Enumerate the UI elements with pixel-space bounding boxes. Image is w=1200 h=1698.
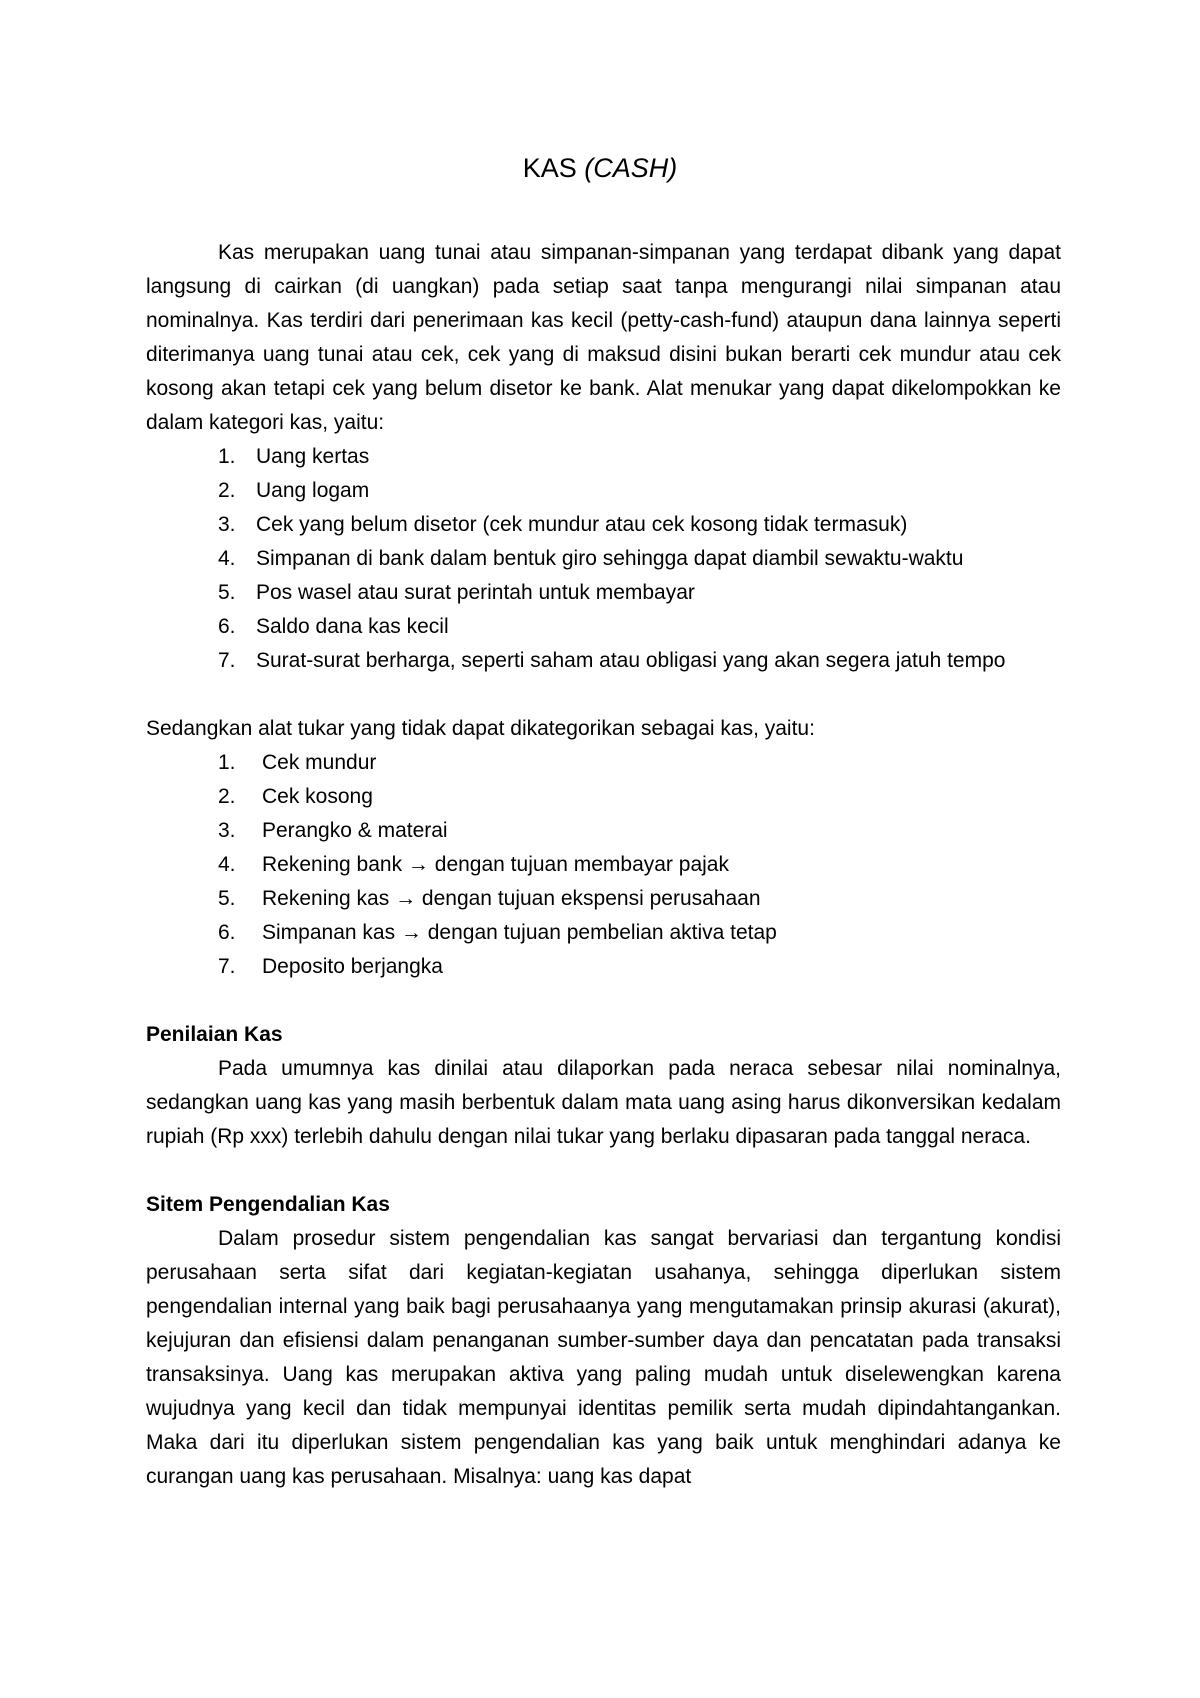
list-item — [146, 474, 1061, 508]
list-item-text: Simpanan kas → dengan tujuan pembelian aktiva tetap — [262, 921, 777, 944]
list-number: 4. — [218, 547, 236, 570]
list-item-text: Saldo dana kas kecil — [256, 615, 449, 638]
section-heading-pengendalian: Sitem Pengendalian Kas — [146, 1193, 390, 1216]
list-number: 6. — [218, 921, 236, 944]
list-item-text: Rekening bank → dengan tujuan membayar pajak — [262, 853, 729, 876]
section-body-penilaian: Pada umumnya kas dinilai atau dilaporkan pada neraca sebesar nilai nominalnya, sedangkan uang kas yang masih berbentuk dalam mata uang asing harus dikonversikan kedalam rupiah (Rp xxx) terlebih dahulu dengan nilai tukar yang berlaku dipasaran pada tanggal neraca. — [146, 1057, 1061, 1148]
list-item — [146, 440, 1061, 474]
spacer — [146, 984, 1061, 1018]
list-item-text: Deposito berjangka — [262, 955, 443, 978]
list-item — [146, 508, 1061, 542]
page-title — [0, 151, 1200, 185]
list-item-text: Uang logam — [256, 479, 370, 502]
spacer — [146, 678, 1061, 712]
list-item — [146, 746, 1061, 780]
section-body-pengendalian: Dalam prosedur sistem pengendalian kas sangat bervariasi dan tergantung kondisi perusahaan serta sifat dari kegiatan-kegiatan usahanya, sehingga diperlukan sistem pengendalian internal yang baik bagi perusahaanya yang mengutamakan prinsip akurasi (akurat), kejujuran dan efisiensi dalam penanganan sumber-sumber daya dan pencatatan pada transaksi transaksinya. Uang kas merupakan aktiva yang paling mudah untuk diselewengkan karena wujudnya yang kecil dan tidak mempunyai identitas pemilik serta mudah dipindahtangankan. Maka dari itu diperlukan sistem pengendalian kas yang baik untuk menghindari adanya ke curangan uang kas perusahaan. Misalnya: uang kas dapat — [146, 1227, 1061, 1488]
list-item-text: Cek mundur — [262, 751, 377, 774]
list-item-text: Simpanan di bank dalam bentuk giro sehingga dapat diambil sewaktu-waktu — [256, 547, 964, 570]
list-number: 5. — [218, 581, 236, 604]
list-number: 6. — [218, 615, 236, 638]
list-item-text: Pos wasel atau surat perintah untuk membayar — [256, 581, 695, 604]
list-item — [146, 644, 1061, 678]
list-item-text: Surat-surat berharga, seperti saham atau obligasi yang akan segera jatuh tempo — [256, 649, 1006, 672]
title-emphasis: (CASH) — [584, 153, 678, 183]
non-cash-intro: Sedangkan alat tukar yang tidak dapat dikategorikan sebagai kas, yaitu: — [146, 717, 815, 740]
list-item — [146, 780, 1061, 814]
intro-paragraph: Kas merupakan uang tunai atau simpanan-simpanan yang terdapat dibank yang dapat langsung di cairkan (di uangkan) pada setiap saat tanpa mengurangi nilai simpanan atau nominalnya. Kas terdiri dari penerimaan kas kecil (petty-cash-fund) ataupun dana lainnya seperti diterimanya uang tunai atau cek, cek yang di maksud disini bukan berarti cek mundur atau cek kosong akan tetapi cek yang belum disetor ke bank. Alat menukar yang dapat dikelompokkan ke dalam kategori kas, yaitu: — [146, 241, 1061, 434]
section-heading-penilaian: Penilaian Kas — [146, 1023, 283, 1046]
list-item — [146, 576, 1061, 610]
list-number: 1. — [218, 751, 236, 774]
list-number: 2. — [218, 479, 236, 502]
document-body — [146, 236, 1061, 1494]
list-number: 7. — [218, 955, 236, 978]
list-item — [146, 916, 1061, 950]
list-number: 3. — [218, 819, 236, 842]
list-number: 1. — [218, 445, 236, 468]
list-number: 5. — [218, 887, 236, 910]
title-main: KAS — [522, 153, 585, 183]
list-item-text: Rekening kas → dengan tujuan ekspensi perusahaan — [262, 887, 761, 910]
list-item — [146, 882, 1061, 916]
spacer — [146, 1154, 1061, 1188]
list-item-text: Cek kosong — [262, 785, 373, 808]
list-item-text: Perangko & materai — [262, 819, 448, 842]
list-item-text: Cek yang belum disetor (cek mundur atau cek kosong tidak termasuk) — [256, 513, 908, 536]
list-number: 2. — [218, 785, 236, 808]
non-cash-items-list — [146, 746, 1061, 984]
list-number: 3. — [218, 513, 236, 536]
list-item — [146, 848, 1061, 882]
list-item — [146, 610, 1061, 644]
list-number: 7. — [218, 649, 236, 672]
list-number: 4. — [218, 853, 236, 876]
list-item — [146, 814, 1061, 848]
cash-items-list — [146, 440, 1061, 678]
list-item-text: Uang kertas — [256, 445, 370, 468]
list-item — [146, 542, 1061, 576]
list-item — [146, 950, 1061, 984]
